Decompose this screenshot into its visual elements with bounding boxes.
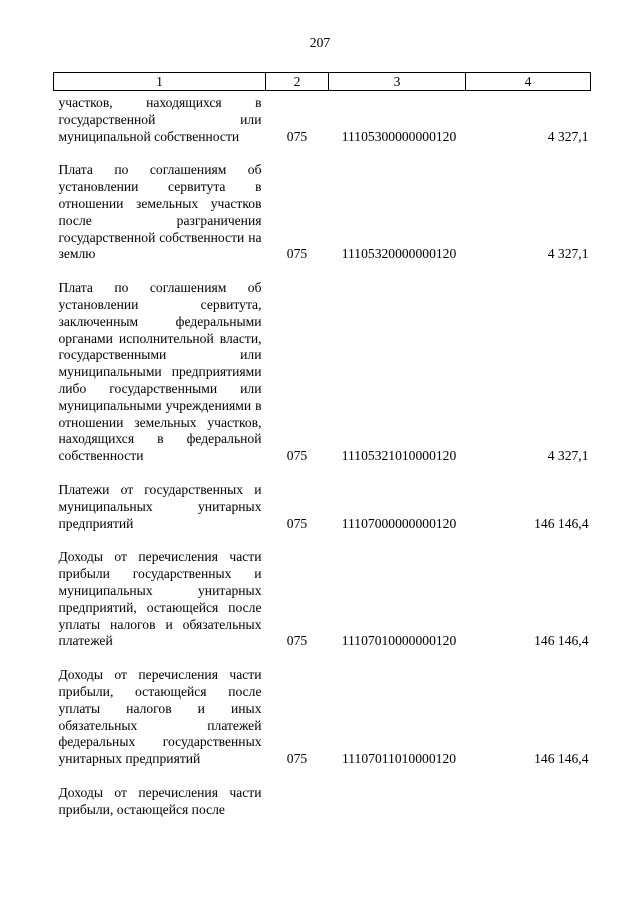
row-amount: 4 327,1 [547,128,589,144]
row-amount: 4 327,1 [547,448,589,464]
row-admin-code: 075 [286,128,308,144]
table-row [54,667,591,768]
header-col-1: 1 [54,73,266,91]
row-kbk: 11107011010000120 [341,751,457,767]
row-admin-code: 075 [286,751,308,767]
row-kbk [329,785,466,819]
row-name: Платежи от государственных и муниципальных унитарных предприятий [58,481,262,531]
page-number: 207 [309,35,331,50]
row-kbk: 11107000000000120 [341,515,457,531]
row-kbk: 11107010000000120 [341,633,457,649]
row-admin-code: 075 [286,246,308,262]
table-body [54,91,591,819]
row-kbk: 11105300000000120 [341,128,457,144]
row-amount [466,785,591,819]
row-amount: 146 146,4 [534,515,589,531]
row-kbk: 11105321010000120 [341,448,457,464]
table-row [54,482,591,532]
row-name: Доходы от перечисления части прибыли, остающейся после уплаты налогов и иных обязательных платежей федеральных государственных унитарных предприятий [58,667,262,767]
row-amount: 4 327,1 [547,246,589,262]
header-col-2: 2 [266,73,329,91]
row-name: Плата по соглашениям об установлении сервитута в отношении земельных участков после разграничения государственной собственности на землю [58,162,262,262]
row-name: Доходы от перечисления части прибыли государственных и муниципальных унитарных предприятий, остающейся после уплаты налогов и обязательных платежей [58,549,262,649]
table-row [54,95,591,145]
table-header [54,73,591,91]
row-admin-code: 075 [286,515,308,531]
table-row [54,280,591,465]
row-admin-code [266,785,329,819]
row-kbk: 11105320000000120 [341,246,457,262]
row-amount: 146 146,4 [534,633,589,649]
row-name: Плата по соглашениям об установлении сервитута, заключенным федеральными органами исполнительной власти, государственными или муниципальными предприятиями либо государственными или муниципальными учреждениями в отношении земельных участков, находящихся в федеральной собственности [58,280,262,464]
row-name: участков, находящихся в государственной или муниципальной собственности [58,95,262,144]
row-admin-code: 075 [286,448,308,464]
row-name: Доходы от перечисления части прибыли, остающейся после [58,784,262,817]
header-col-3: 3 [329,73,466,91]
table-row [54,162,591,263]
header-row [54,73,591,91]
table-row [54,549,591,650]
row-amount: 146 146,4 [534,751,589,767]
budget-table [53,72,591,818]
row-admin-code: 075 [286,633,308,649]
table-row [54,785,591,819]
header-col-4: 4 [466,73,591,91]
